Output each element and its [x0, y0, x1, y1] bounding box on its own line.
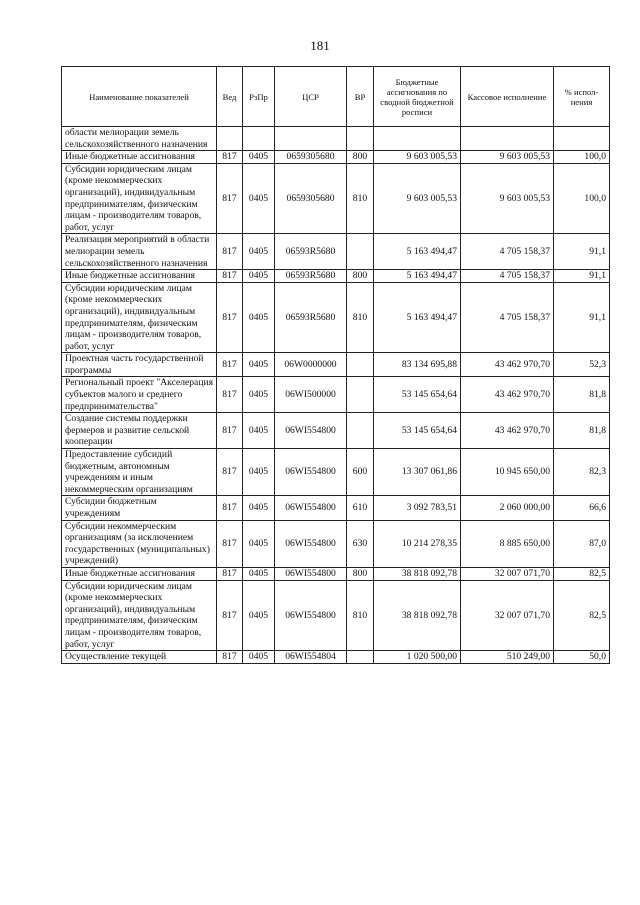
cell-exec: 43 462 970,70 [461, 377, 554, 413]
cell-pct: 66,6 [554, 496, 610, 520]
cell-exec: 9 603 005,53 [461, 151, 554, 164]
cell-rzpr: 0405 [243, 651, 275, 664]
cell-csr: 06593R5680 [275, 234, 347, 270]
cell-ved: 817 [217, 163, 243, 234]
header-pct: % испол-нения [554, 67, 610, 127]
cell-name: Проектная часть государственной программы [62, 353, 217, 377]
cell-ved: 817 [217, 234, 243, 270]
table-row [62, 413, 610, 449]
table-row [62, 127, 610, 151]
cell-vr [347, 353, 374, 377]
cell-ved: 817 [217, 496, 243, 520]
table-row [62, 496, 610, 520]
cell-name: Осуществление текущей [62, 651, 217, 664]
table-row [62, 163, 610, 234]
cell-ved: 817 [217, 270, 243, 283]
page-number: 181 [310, 38, 330, 53]
cell-name: Субсидии юридическим лицам (кроме некоммерческих организаций), индивидуальным предпринимателям, физическим лицам - производителям товаров, работ, услуг [62, 163, 217, 234]
cell-name: Иные бюджетные ассигнования [62, 151, 217, 164]
cell-ved: 817 [217, 651, 243, 664]
cell-ved: 817 [217, 520, 243, 567]
cell-csr: 0659305680 [275, 163, 347, 234]
cell-pct: 82,5 [554, 580, 610, 651]
cell-name: Предоставление субсидий бюджетным, автономным учреждениям и иным некоммерческим организациям [62, 449, 217, 496]
cell-plan: 83 134 695,88 [374, 353, 461, 377]
cell-pct [554, 127, 610, 151]
cell-pct: 91,1 [554, 234, 610, 270]
cell-csr [275, 127, 347, 151]
cell-name: Субсидии бюджетным учреждениям [62, 496, 217, 520]
header-plan: Бюджетные ассигнования по сводной бюджетной росписи [374, 67, 461, 127]
cell-pct: 87,0 [554, 520, 610, 567]
cell-ved: 817 [217, 567, 243, 580]
table-row [62, 449, 610, 496]
cell-pct: 50,0 [554, 651, 610, 664]
cell-rzpr [243, 127, 275, 151]
table-row [62, 151, 610, 164]
cell-name: Реализация мероприятий в области мелиорации земель сельскохозяйственного назначения [62, 234, 217, 270]
cell-rzpr: 0405 [243, 567, 275, 580]
table-row [62, 377, 610, 413]
table-row [62, 234, 610, 270]
cell-csr: 06WI554800 [275, 520, 347, 567]
cell-vr: 610 [347, 496, 374, 520]
table-row [62, 270, 610, 283]
cell-plan: 10 214 278,35 [374, 520, 461, 567]
table-row [62, 353, 610, 377]
cell-pct: 100,0 [554, 163, 610, 234]
cell-plan: 5 163 494,47 [374, 282, 461, 353]
cell-csr: 06WI554800 [275, 449, 347, 496]
table-row [62, 580, 610, 651]
cell-vr [347, 127, 374, 151]
table-body [62, 127, 610, 664]
cell-name: Субсидии юридическим лицам (кроме некоммерческих организаций), индивидуальным предпринимателям, физическим лицам - производителям товаров, работ, услуг [62, 282, 217, 353]
cell-vr: 800 [347, 567, 374, 580]
cell-vr: 600 [347, 449, 374, 496]
cell-plan: 3 092 783,51 [374, 496, 461, 520]
cell-plan: 38 818 092,78 [374, 580, 461, 651]
cell-name: Субсидии юридическим лицам (кроме некоммерческих организаций), индивидуальным предпринимателям, физическим лицам - производителям товаров, работ, услуг [62, 580, 217, 651]
cell-ved: 817 [217, 449, 243, 496]
cell-rzpr: 0405 [243, 270, 275, 283]
cell-vr [347, 377, 374, 413]
cell-vr: 810 [347, 580, 374, 651]
cell-rzpr: 0405 [243, 282, 275, 353]
cell-exec: 4 705 158,37 [461, 282, 554, 353]
cell-ved: 817 [217, 282, 243, 353]
table-row [62, 651, 610, 664]
budget-execution-table [61, 66, 610, 664]
cell-exec: 43 462 970,70 [461, 353, 554, 377]
table-row [62, 282, 610, 353]
cell-plan: 9 603 005,53 [374, 163, 461, 234]
table-row [62, 567, 610, 580]
cell-vr: 800 [347, 270, 374, 283]
cell-csr: 06WI554800 [275, 567, 347, 580]
cell-exec: 4 705 158,37 [461, 270, 554, 283]
header-ved: Вед [217, 67, 243, 127]
cell-name: Иные бюджетные ассигнования [62, 270, 217, 283]
cell-vr: 810 [347, 282, 374, 353]
cell-csr: 06WI554800 [275, 413, 347, 449]
cell-ved: 817 [217, 580, 243, 651]
cell-ved: 817 [217, 353, 243, 377]
cell-csr: 06WI500000 [275, 377, 347, 413]
cell-exec: 510 249,00 [461, 651, 554, 664]
cell-csr: 06WI554804 [275, 651, 347, 664]
cell-name: Региональный проект "Акселерация субъектов малого и среднего предпринимательства" [62, 377, 217, 413]
cell-plan: 13 307 061,86 [374, 449, 461, 496]
cell-pct: 91,1 [554, 270, 610, 283]
cell-exec: 8 885 650,00 [461, 520, 554, 567]
cell-rzpr: 0405 [243, 163, 275, 234]
cell-pct: 82,5 [554, 567, 610, 580]
cell-vr: 800 [347, 151, 374, 164]
cell-exec: 43 462 970,70 [461, 413, 554, 449]
cell-exec: 2 060 000,00 [461, 496, 554, 520]
cell-name: Иные бюджетные ассигнования [62, 567, 217, 580]
cell-plan: 9 603 005,53 [374, 151, 461, 164]
cell-vr [347, 234, 374, 270]
cell-exec [461, 127, 554, 151]
cell-exec: 9 603 005,53 [461, 163, 554, 234]
cell-name: Субсидии некоммерческим организациям (за исключением государственных (муниципальных) учреждений) [62, 520, 217, 567]
header-csr: ЦСР [275, 67, 347, 127]
cell-csr: 06WI554800 [275, 496, 347, 520]
cell-plan: 53 145 654,64 [374, 377, 461, 413]
cell-csr: 06593R5680 [275, 270, 347, 283]
table-row [62, 520, 610, 567]
cell-rzpr: 0405 [243, 413, 275, 449]
cell-exec: 10 945 650,00 [461, 449, 554, 496]
cell-pct: 100,0 [554, 151, 610, 164]
cell-vr [347, 413, 374, 449]
cell-pct: 81,8 [554, 377, 610, 413]
cell-pct: 81,8 [554, 413, 610, 449]
cell-rzpr: 0405 [243, 496, 275, 520]
cell-csr: 06WI554800 [275, 580, 347, 651]
cell-csr: 0659305680 [275, 151, 347, 164]
cell-ved [217, 127, 243, 151]
cell-plan: 5 163 494,47 [374, 270, 461, 283]
cell-rzpr: 0405 [243, 449, 275, 496]
cell-name: Создание системы поддержки фермеров и развитие сельской кооперации [62, 413, 217, 449]
cell-pct: 91,1 [554, 282, 610, 353]
cell-pct: 52,3 [554, 353, 610, 377]
cell-rzpr: 0405 [243, 520, 275, 567]
cell-plan: 38 818 092,78 [374, 567, 461, 580]
cell-exec: 32 007 071,70 [461, 580, 554, 651]
cell-plan [374, 127, 461, 151]
cell-plan: 1 020 500,00 [374, 651, 461, 664]
header-exec: Кассовое исполнение [461, 67, 554, 127]
cell-rzpr: 0405 [243, 580, 275, 651]
cell-vr: 630 [347, 520, 374, 567]
cell-name: области мелиорации земель сельскохозяйственного назначения [62, 127, 217, 151]
cell-rzpr: 0405 [243, 234, 275, 270]
cell-ved: 817 [217, 151, 243, 164]
cell-rzpr: 0405 [243, 377, 275, 413]
table-header-row [62, 67, 610, 127]
cell-ved: 817 [217, 413, 243, 449]
cell-vr: 810 [347, 163, 374, 234]
cell-exec: 4 705 158,37 [461, 234, 554, 270]
header-vr: ВР [347, 67, 374, 127]
cell-vr [347, 651, 374, 664]
header-name: Наименование показателей [62, 67, 217, 127]
cell-csr: 06593R5680 [275, 282, 347, 353]
cell-rzpr: 0405 [243, 151, 275, 164]
cell-rzpr: 0405 [243, 353, 275, 377]
cell-exec: 32 007 071,70 [461, 567, 554, 580]
cell-plan: 5 163 494,47 [374, 234, 461, 270]
cell-pct: 82,3 [554, 449, 610, 496]
cell-csr: 06W0000000 [275, 353, 347, 377]
cell-plan: 53 145 654,64 [374, 413, 461, 449]
header-rzpr: РзПр [243, 67, 275, 127]
cell-ved: 817 [217, 377, 243, 413]
